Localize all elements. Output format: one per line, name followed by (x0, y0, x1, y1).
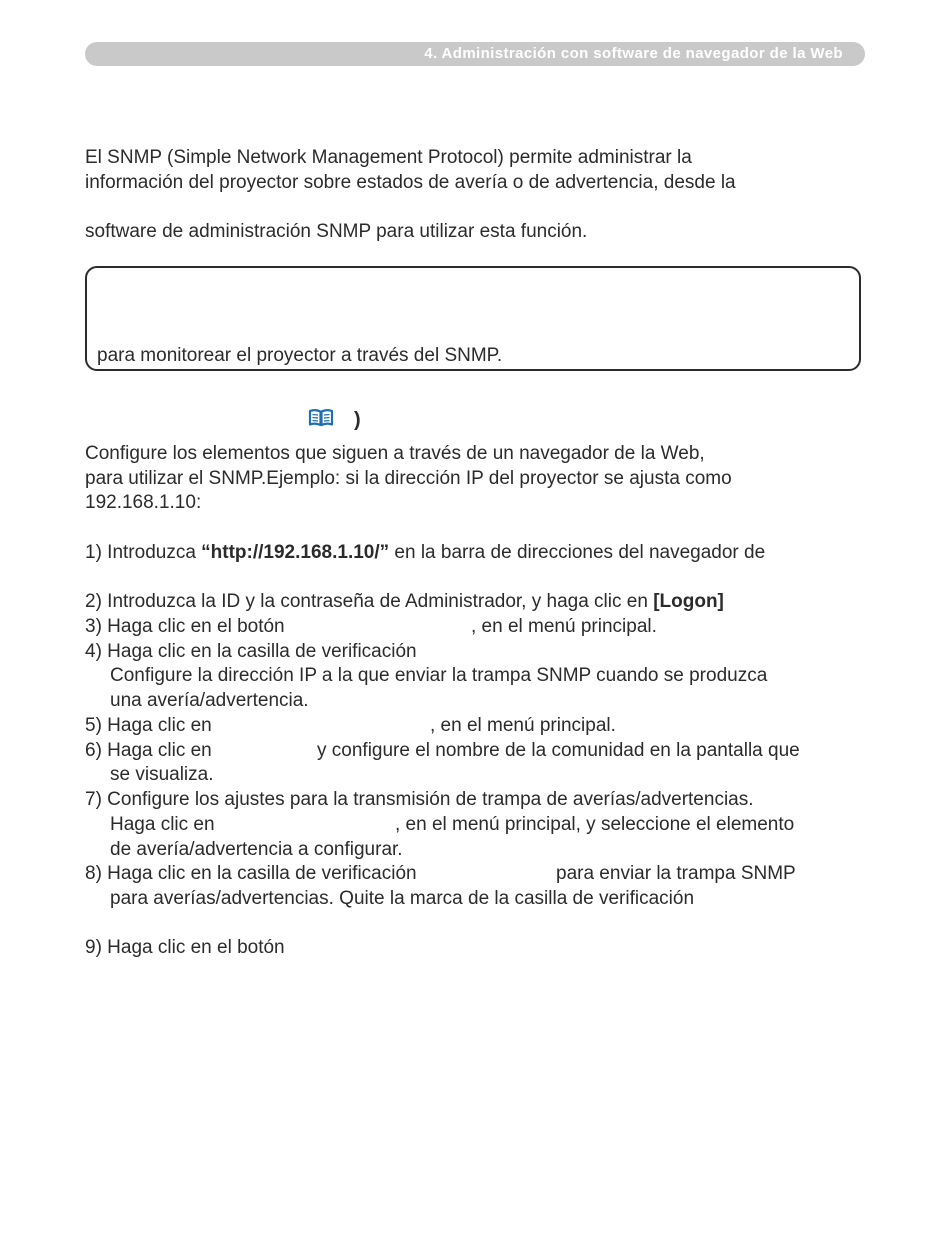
step-4-line-2: Configure la dirección IP a la que enviar la trampa SNMP cuando se produzca (110, 665, 768, 686)
intro-line-3: software de administración SNMP para utilizar esta función. (85, 221, 588, 242)
intro-line-1: El SNMP (Simple Network Management Protocol) permite administrar la (85, 147, 692, 168)
step-1-suffix: en la barra de direcciones del navegador de (389, 542, 766, 563)
header-bar (85, 42, 865, 66)
step-1 (85, 541, 765, 565)
chapter-title: 4. Administración con software de navegador de la Web (424, 45, 843, 62)
step-7-suffix: , en el menú principal, y seleccione el elemento (395, 814, 795, 835)
step-6-suffix: y configure el nombre de la comunidad en la pantalla que (317, 740, 800, 761)
step-6-prefix: 6) Haga clic en (85, 740, 212, 761)
note-box (85, 266, 861, 371)
step-8-suffix: para enviar la trampa SNMP (556, 863, 796, 884)
step-5-prefix: 5) Haga clic en (85, 715, 212, 736)
step-7-line-1: 7) Configure los ajustes para la transmisión de trampa de averías/advertencias. (85, 789, 754, 810)
book-icon (308, 408, 334, 433)
step-7-prefix: Haga clic en (110, 814, 215, 835)
step-8-line-2: para averías/advertencias. Quite la marca de la casilla de verificación (110, 888, 695, 909)
step-4-line-3: una avería/advertencia. (110, 690, 309, 711)
step-5-suffix: , en el menú principal. (430, 715, 616, 736)
reference-row (308, 408, 361, 434)
step-2 (85, 590, 724, 614)
step-6-line-2: se visualiza. (110, 764, 214, 785)
config-line-2: para utilizar el SNMP.Ejemplo: si la dirección IP del proyector se ajusta como (85, 468, 732, 489)
note-text: para monitorear el proyector a través del SNMP. (97, 345, 503, 366)
intro-line-2: información del proyector sobre estados de avería o de advertencia, desde la (85, 172, 736, 193)
step-1-url: “http://192.168.1.10/” (201, 542, 390, 563)
step-4-line-1: 4) Haga clic en la casilla de verificación (85, 641, 417, 662)
step-8-prefix: 8) Haga clic en la casilla de verificación (85, 863, 417, 884)
step-1-prefix: 1) Introduzca (85, 542, 202, 563)
step-2-prefix: 2) Introduzca la ID y la contraseña de Administrador, y haga clic en (85, 591, 654, 612)
step-7-line-3: de avería/advertencia a configurar. (110, 839, 403, 860)
step-2-logon: [Logon] (653, 591, 724, 612)
config-line-1: Configure los elementos que siguen a través de un navegador de la Web, (85, 443, 705, 464)
step-3-prefix: 3) Haga clic en el botón (85, 616, 285, 637)
reference-close-paren: ) (354, 409, 361, 431)
step-9: 9) Haga clic en el botón (85, 937, 285, 958)
config-line-3: 192.168.1.10: (85, 492, 202, 513)
step-3-suffix: , en el menú principal. (471, 616, 657, 637)
